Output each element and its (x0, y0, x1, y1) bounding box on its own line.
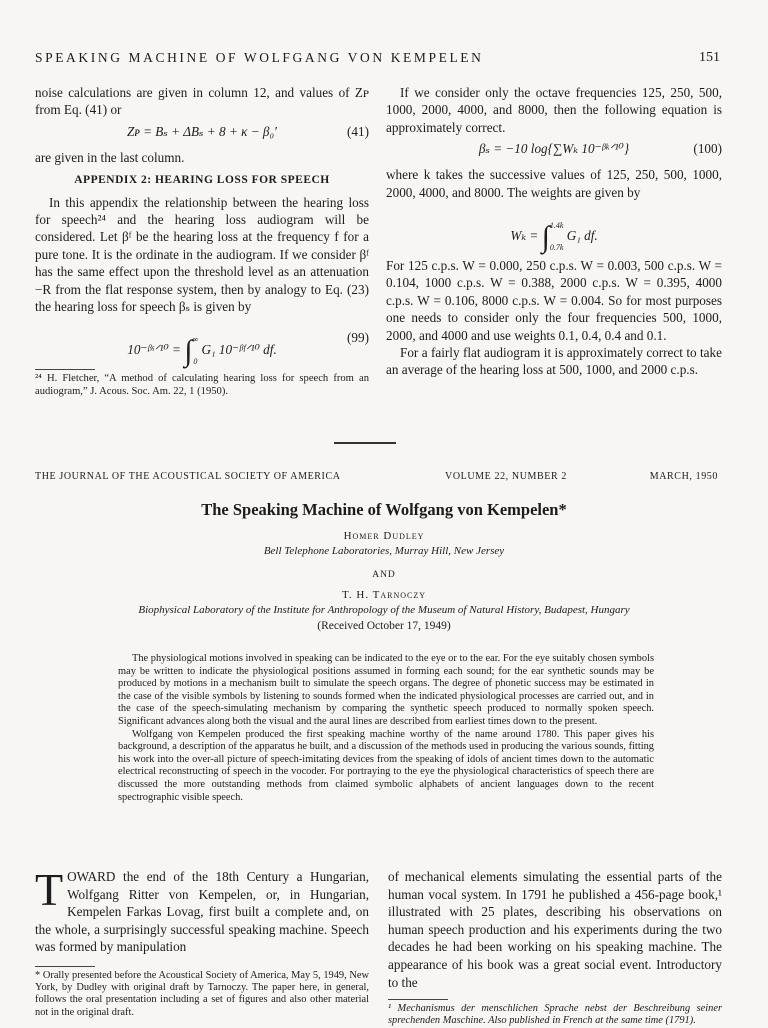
equation-number: (99) (347, 330, 369, 346)
equation-lhs: 10⁻ᵝˢᐟ¹⁰ = (127, 342, 181, 358)
received-date: (Received October 17, 1949) (317, 620, 451, 632)
journal-name: THE JOURNAL OF THE ACOUSTICAL SOCIETY OF AMERICA (35, 471, 341, 482)
abstract (118, 653, 654, 804)
equation-41 (35, 123, 369, 145)
footnote: ²⁴ H. Fletcher, “A method of calculating hearing loss for speech from an audiogram,” J. Acous. Soc. Am. 22, 1 (1950). (35, 373, 369, 397)
body-left-column (35, 864, 369, 1019)
abstract-paragraph: Wolfgang von Kempelen produced the first speaking machine worthy of the name around 1780. This paper gives his background, a description of the apparatus he built, and a discussion of the methods used in producing the various sounds, fitting his work into the over-all picture of speech-imitating devices from the speaking of idols of ancient times down to the automatic electrical reconstructing of speech in the vocoder. For portraying to the eye the physiological characteristics of speech there are discussed the more outstanding methods from claimed symbolic alphabets of ancient languages down to the recent spectrographic visible speech. (118, 728, 654, 803)
top-left-column (35, 84, 369, 398)
integral-upper: 1.4k (549, 221, 564, 231)
integral-lower: 0 (193, 357, 198, 367)
paragraph: If we consider only the octave frequencies 125, 250, 500, 1000, 2000, 4000, and 8000, then the following equation is approximately correct. (386, 85, 722, 135)
footnote: * Orally presented before the Acoustical Society of America, May 5, 1949, New York, by Dudley with original draft by Tarnoczy. The paper here, in general, follows the oral presentation including a set of figures and also other material not in the original draft. (35, 969, 369, 1018)
author-name: T. H. Tarnoczy (341, 589, 427, 601)
paragraph: noise calculations are given in column 12, and values of Zᴘ from Eq. (41) or (35, 85, 369, 118)
integral-lower: 0.7k (549, 243, 564, 253)
footnote-rule (35, 966, 95, 967)
integral-sign: ∫ (541, 220, 550, 254)
footnote: ¹ Mechanismus der menschlichen Sprache nebst der Beschreibung seiner sprechenden Maschine. Also published in French at the same time (1791). (388, 1003, 722, 1027)
abstract-paragraph: The physiological motions involved in speaking can be indicated to the eye or to the ear. For the eye suitably chosen symbols may be written to indicate the physiological positions assumed in forming each sound; for the ear synthetic sounds may be produced by motions in a mechanism built to simulate the speech organs. The degree of phonetic success may be estimated in the case of the visible symbols by listening to sounds formed when the indicated physiological processes are carried out, and in the case of the speech-simulating mechanism by comparing the synthetic speech produced to normally spoken speech. Significant advances along both the visual and the aural lines are described from earliest times down to the present. (118, 653, 654, 727)
running-head (35, 50, 720, 66)
top-right-column (386, 84, 722, 379)
drop-cap: T (35, 864, 64, 915)
integral-limits (192, 329, 198, 373)
page-number: 151 (699, 50, 720, 65)
journal-date: MARCH, 1950 (649, 471, 718, 482)
author-affiliation: Bell Telephone Laboratories, Murray Hill, New Jersey (263, 545, 505, 557)
running-head-title: SPEAKING MACHINE OF WOLFGANG VON KEMPELEN (35, 50, 484, 65)
equation-99 (35, 321, 369, 368)
equation-number: (100) (693, 141, 722, 157)
equation-expression (386, 215, 722, 259)
equation-expression: βₛ = −10 log{∑Wₖ 10⁻ᵝᵏᐟ¹⁰} (478, 141, 630, 157)
paragraph (35, 864, 369, 956)
equation-expression: Zᴘ = Bₛ + ΔBₛ + 8 + κ − β₀′ (127, 123, 277, 139)
integral-upper: ∞ (192, 335, 199, 345)
journal-volume: VOLUME 22, NUMBER 2 (445, 471, 567, 482)
equation-weights (386, 207, 722, 254)
equation-expression (35, 329, 369, 373)
paragraph: For a fairly flat audiogram it is approximately correct to take an average of the hearing loss at 500, 1000, and 2000 c.p.s. (386, 345, 722, 378)
equation-100 (386, 140, 722, 162)
footnote-rule (388, 999, 448, 1000)
paragraph: of mechanical elements simulating the essential parts of the human vocal system. In 1791 he published a 456-page book,¹ illustrated with 25 plates, describing his observations on human speech production and his experiments during the two decades he had been working on his speaking machine. The appearance of his book was a great social event. Introductory to the (388, 869, 722, 990)
equation-rhs: G₁ 10⁻ᵝᶠᐟ¹⁰ df. (201, 342, 277, 358)
paragraph: where k takes the successive values of 125, 250, 500, 1000, 2000, 4000, and 8000. The weights are given by (386, 167, 722, 200)
author-affiliation: Biophysical Laboratory of the Institute for Anthropology of the Museum of Natural History, Budapest, Hungary (138, 604, 630, 616)
paragraph-text: OWARD the end of the 18th Century a Hungarian, Wolfgang Ritter von Kempelen, or, in Hungarian, Kempelen Farkas Lovag, first built a complete and, on the whole, a surprisingly successful speaking machine. Speech was formed by manipulation (35, 869, 369, 955)
author-separator: AND (372, 570, 396, 580)
appendix-heading: APPENDIX 2: HEARING LOSS FOR SPEECH (74, 174, 330, 187)
integral-limits (550, 215, 564, 259)
paragraph: are given in the last column. (35, 149, 185, 165)
integral-sign: ∫ (184, 334, 193, 368)
journal-header (35, 471, 718, 482)
equation-rhs: G₁ df. (566, 228, 598, 244)
section-divider (334, 442, 396, 444)
equation-number: (41) (347, 123, 369, 139)
article-title: The Speaking Machine of Wolfgang von Kempelen* (201, 500, 567, 519)
paragraph: For 125 c.p.s. W = 0.000, 250 c.p.s. W = 0.003, 500 c.p.s. W = 0.104, 1000 c.p.s. W = 0.388, 2000 c.p.s. W = 0.395, 4000 c.p.s. W = 0.106, 8000 c.p.s. W = 0.004. So for most purposes one needs to consider only the four frequencies 500, 1000, 2000, and 4000 and use weights 0.1, 0.4, 0.4 and 0.1. (386, 258, 722, 343)
author-name: Homer Dudley (343, 530, 425, 542)
equation-lhs: Wₖ = (510, 228, 539, 244)
paragraph: In this appendix the relationship between the hearing loss for speech²⁴ and the hearing loss audiogram will be considered. Let βᶠ be the hearing loss at the frequency f for a pure tone. It is the ordinate in the audiogram. If we consider βᶠ has the same effect upon the threshold level as an attenuation −R from the flat response system, then by analogy to Eq. (23) the hearing loss for speech βₛ is given by (35, 194, 369, 315)
body-right-column (388, 868, 722, 1028)
